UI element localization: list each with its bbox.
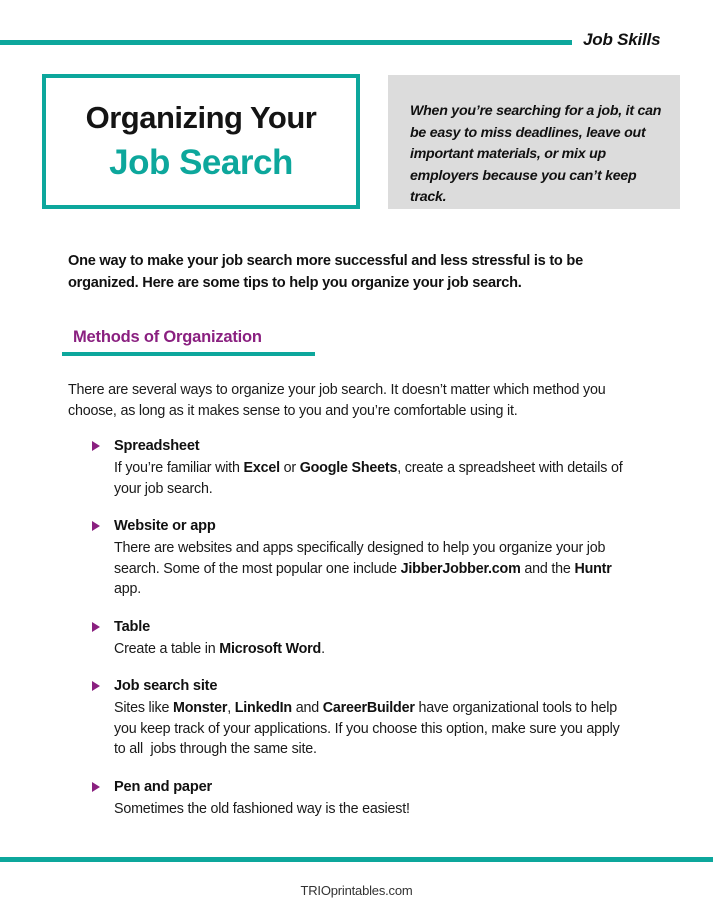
triangle-bullet-icon xyxy=(92,622,100,632)
list-item xyxy=(92,676,632,760)
list-item xyxy=(92,617,632,660)
page-title-line1: Organizing Your xyxy=(85,100,317,135)
list-item-description: There are websites and apps specifically designed to help you organize your job search. Some of the most popular one include JibberJobber.com and the Huntr app. xyxy=(114,540,612,597)
list-item-description: Sometimes the old fashioned way is the easiest! xyxy=(114,800,410,817)
list-item-title: Website or app xyxy=(114,518,216,534)
title-box-inner xyxy=(46,96,356,186)
triangle-bullet-icon xyxy=(92,681,100,691)
callout-box xyxy=(388,75,680,209)
triangle-bullet-icon xyxy=(92,521,100,531)
list-item-title: Spreadsheet xyxy=(114,438,200,454)
triangle-bullet-icon xyxy=(92,782,100,792)
section-heading: Methods of Organization xyxy=(73,328,262,346)
list-item-title: Job search site xyxy=(114,678,218,694)
page-title-line2: Job Search xyxy=(109,143,293,182)
intro-paragraph: One way to make your job search more successful and less stressful is to be organized. Here are some tips to help you organize your job search. xyxy=(68,253,583,291)
footer-site-label: TRIOprintables.com xyxy=(300,883,413,898)
header-category-label: Job Skills xyxy=(583,30,661,49)
list-item-description: Create a table in Microsoft Word. xyxy=(114,640,325,657)
callout-text: When you’re searching for a job, it can be easy to miss deadlines, leave out important materials, or mix up employers because you can’t keep track. xyxy=(410,103,662,205)
list-item-title: Pen and paper xyxy=(114,778,212,795)
header-rule xyxy=(0,40,572,45)
list-item xyxy=(92,516,632,600)
methods-list xyxy=(92,436,632,836)
triangle-bullet-icon xyxy=(92,441,100,451)
list-item-title: Table xyxy=(114,618,151,635)
footer-rule xyxy=(0,857,713,862)
title-box xyxy=(42,74,360,209)
list-item xyxy=(92,436,632,499)
list-item-description: If you’re familiar with Excel or Google Sheets, create a spreadsheet with details of your job search. xyxy=(114,460,623,497)
page-header xyxy=(0,30,713,58)
list-item-description: Sites like Monster, LinkedIn and CareerBuilder have organizational tools to help you keep track of your applications. If you choose this option, make sure you apply to all jobs through the same site. xyxy=(114,700,620,757)
section-heading-group xyxy=(62,328,462,347)
section-rule xyxy=(62,352,315,356)
list-item xyxy=(92,777,632,820)
section-body-paragraph: There are several ways to organize your job search. It doesn’t matter which method you choose, as long as it makes sense to you and you’re comfortable using it. xyxy=(68,382,606,419)
